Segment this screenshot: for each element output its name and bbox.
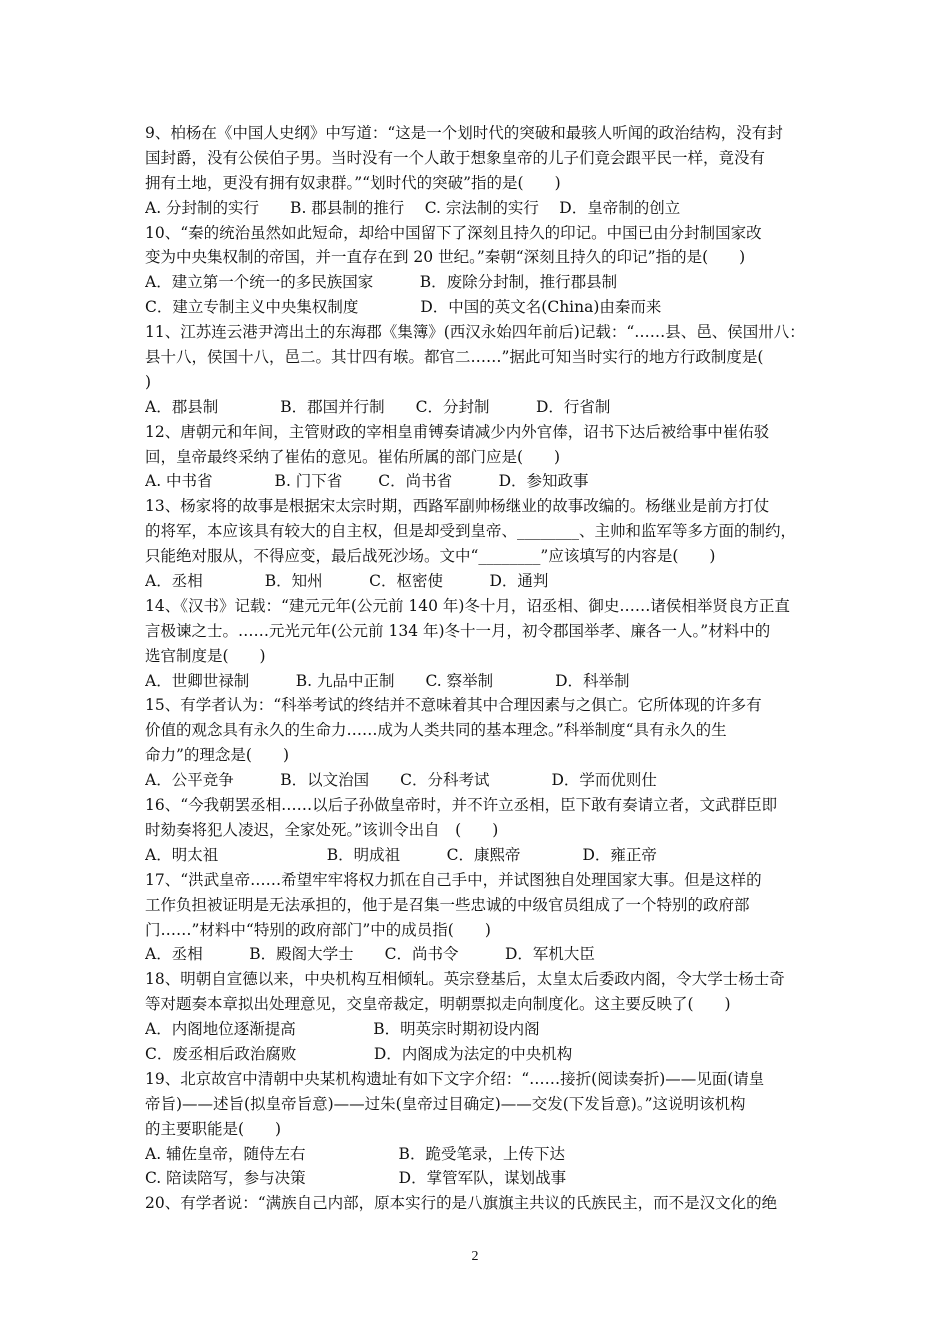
text-line: 19、北京故宫中清朝中央某机构遗址有如下文字介绍：“……接折(阅读奏折)——见面(请皇 [145,1069,765,1088]
text-line: 16、“今我朝罢丞相……以后子孙做皇帝时，并不许立丞相，臣下敢有奏请立者，文武群臣即 [145,796,778,815]
text-line: 14、《汉书》记载：“建元元年(公元前 140 年)冬十月，诏丞相、御史……诸侯相举贤良方正直 [145,596,790,615]
text-line: 只能绝对服从，不得应变，最后战死沙场。文中“________”应该填写的内容是( ) [145,547,716,566]
text-line: 时劾奏将犯人凌迟，全家处死。”该训令出自 ( ) [145,820,499,839]
text-line: A．郡县制 B．郡国并行制 C．分封制 D．行省制 [145,397,611,416]
text-line: 12、唐朝元和年间，主管财政的宰相皇甫镈奏请减少内外官俸，诏书下达后被给事中崔佑驳 [145,422,770,441]
text-line: 言极谏之士。……元光元年(公元前 134 年)冬十一月，初令郡国举孝、廉各一人。”材料中的 [145,621,771,640]
text-line: 的将军，本应该具有较大的自主权，但是却受到皇帝、________、主帅和监军等多方面的制约， [145,522,797,541]
text-line: 帝旨)——述旨(拟皇帝旨意)——过朱(皇帝过目确定)——交发(下发旨意)。”这说明该机构 [145,1094,746,1113]
text-line: 选官制度是( ) [145,646,266,665]
text-line: A．丞相 B．知州 C．枢密使 D．通判 [145,572,549,591]
text-line: 价值的观念具有永久的生命力……成为人类共同的基本理念。”科举制度“具有永久的生 [145,721,727,740]
text-line: 17、“洪武皇帝……希望牢牢将权力抓在自己手中，并试图独自处理国家大事。但是这样的 [145,870,762,889]
text-line: 国封爵，没有公侯伯子男。当时没有一个人敢于想象皇帝的儿子们竟会跟平民一样，竟没有 [145,148,766,167]
text-line: A．公平竞争 B．以文治国 C．分科考试 D．学而优则仕 [145,771,657,790]
text-line: 县十八，侯国十八，邑二。其廿四有堠。都官二……”据此可知当时实行的地方行政制度是( [145,348,764,367]
text-line: 的主要职能是( ) [145,1119,282,1138]
text-line: A. 辅佐皇帝，随侍左右 B．跪受笔录，上传下达 [145,1144,565,1163]
text-line: 回，皇帝最终采纳了崔佑的意见。崔佑所属的部门应是( ) [145,447,561,466]
text-line: 15、有学者认为：“科举考试的终结并不意味着其中合理因素与之俱亡。它所体现的许多有 [145,696,762,715]
text-line: 变为中央集权制的帝国，并一直存在到 20 世纪。”秦朝“深刻且持久的印记”指的是( ) [145,248,746,267]
page-number: 2 [471,1249,479,1264]
text-line: 拥有土地，更没有拥有奴隶群。”“划时代的突破”指的是( ) [145,173,561,192]
text-line: C．废丞相后政治腐败 D．内阁成为法定的中央机构 [145,1044,573,1063]
text-line: 20、有学者说：“满族自己内部，原本实行的是八旗旗主共议的氏族民主，而不是汉文化的绝 [145,1194,778,1213]
text-line: A．内阁地位逐渐提高 B．明英宗时期初设内阁 [145,1020,540,1039]
text-line: 10、“秦的统治虽然如此短命，却给中国留下了深刻且持久的印记。中国已由分封制国家改 [145,223,762,242]
text-line: A. 中书省 B. 门下省 C．尚书省 D．参知政事 [145,472,589,491]
text-line: 工作负担被证明是无法承担的，他于是召集一些忠诚的中级官员组成了一个特别的政府部 [145,895,750,914]
text-line: C．建立专制主义中央集权制度 D．中国的英文名(China)由秦而来 [145,298,662,317]
page-body [145,121,817,1216]
text-line: 等对题奏本章拟出处理意见，交皇帝裁定，明朝票拟走向制度化。这主要反映了( ) [145,995,731,1014]
text-line: 命力”的理念是( ) [145,746,290,765]
text-line: A. 分封制的实行 B. 郡县制的推行 C. 宗法制的实行 D．皇帝制的创立 [145,198,681,217]
text-line: A．建立第一个统一的多民族国家 B．废除分封制，推行郡县制 [145,273,618,292]
text-line: 11、江苏连云港尹湾出土的东海郡《集簿》(西汉永始四年前后)记载：“……县、邑、侯国卅八： [145,323,805,342]
text-line: 门……”材料中“特别的政府部门”中的成员指( ) [145,920,491,939]
text-line: A．丞相 B．殿阁大学士 C．尚书令 D．军机大臣 [145,945,595,964]
text-line: 13、杨家将的故事是根据宋太宗时期，西路军副帅杨继业的故事改编的。杨继业是前方打仗 [145,497,770,516]
text-line: ) [145,372,152,391]
text-line: A．明太祖 B．明成祖 C．康熙帝 D．雍正帝 [145,845,657,864]
text-line: C. 陪读陪写，参与决策 D．掌管军队，谋划战事 [145,1169,567,1188]
text-line: A．世卿世禄制 B. 九品中正制 C. 察举制 D．科举制 [145,671,630,690]
text-line: 18、明朝自宣德以来，中央机构互相倾轧。英宗登基后，太皇太后委政内阁，令大学士杨士奇 [145,970,785,989]
text-line: 9、柏杨在《中国人史纲》中写道：“这是一个划时代的突破和最骇人听闻的政治结构，没有封 [145,124,783,142]
